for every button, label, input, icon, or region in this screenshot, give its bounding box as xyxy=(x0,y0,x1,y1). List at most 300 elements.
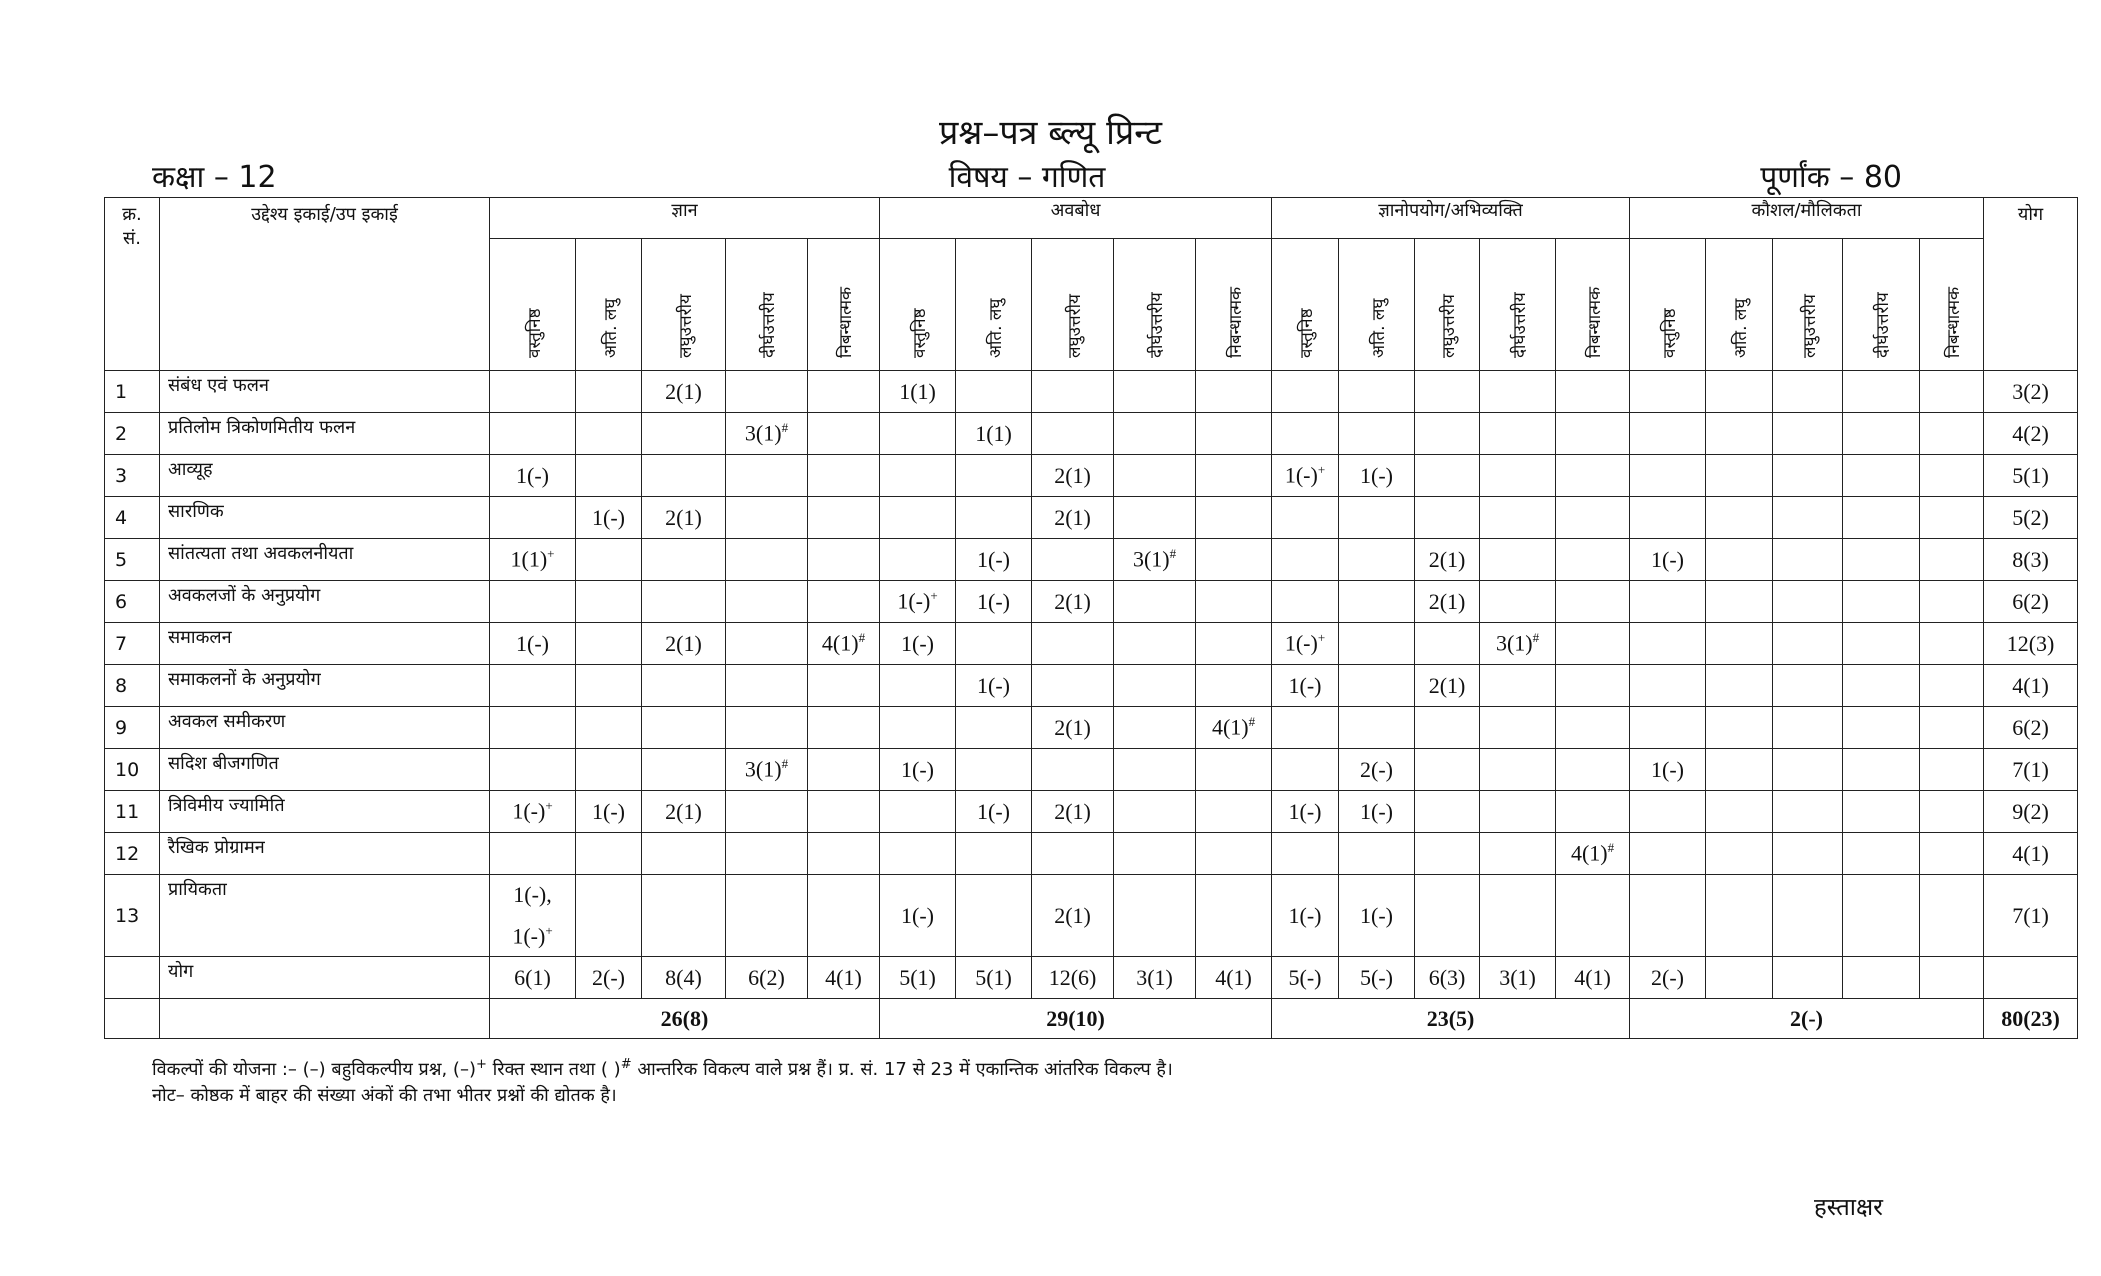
table-cell xyxy=(1920,749,1984,791)
table-cell xyxy=(490,749,576,791)
table-cell xyxy=(1556,749,1630,791)
table-cell: 1(-)+ xyxy=(1272,455,1339,497)
table-cell xyxy=(1339,413,1415,455)
table-cell xyxy=(1630,665,1706,707)
table-cell xyxy=(642,707,726,749)
table-cell xyxy=(1843,581,1920,623)
table-cell: 4(1)# xyxy=(1196,707,1272,749)
table-cell: 2(1) xyxy=(1415,539,1480,581)
table-cell xyxy=(1196,875,1272,957)
sub-header-label: वस्तुनिष्ठ xyxy=(524,308,545,358)
table-cell xyxy=(576,665,642,707)
table-cell xyxy=(1630,455,1706,497)
table-cell xyxy=(1706,665,1773,707)
sub-header xyxy=(1630,239,1706,371)
sub-header-label: अति. लघु xyxy=(1368,298,1389,358)
table-cell xyxy=(726,833,808,875)
table-row xyxy=(105,665,2078,707)
row-unit: प्रतिलोम त्रिकोणमितीय फलन xyxy=(160,413,490,455)
table-cell xyxy=(1920,455,1984,497)
total-cell: 3(1) xyxy=(1114,957,1196,999)
table-cell xyxy=(1843,539,1920,581)
row-number: 13 xyxy=(105,875,160,957)
table-cell xyxy=(1196,791,1272,833)
table-row xyxy=(105,581,2078,623)
table-cell xyxy=(808,455,880,497)
row-total: 6(2) xyxy=(1984,581,2078,623)
table-cell: 1(1) xyxy=(880,371,956,413)
table-row xyxy=(105,707,2078,749)
table-cell xyxy=(1272,413,1339,455)
group-header: कौशल/मौलिकता xyxy=(1630,198,1984,239)
table-cell xyxy=(1773,707,1843,749)
table-cell: 1(-) xyxy=(1339,455,1415,497)
group-total: 2(-) xyxy=(1630,999,1984,1039)
row-number: 5 xyxy=(105,539,160,581)
table-cell xyxy=(1480,875,1556,957)
group-total: 26(8) xyxy=(490,999,880,1039)
table-cell xyxy=(1114,875,1196,957)
table-cell xyxy=(1773,791,1843,833)
table-row xyxy=(105,875,2078,957)
table-cell xyxy=(576,707,642,749)
table-cell xyxy=(1480,791,1556,833)
table-cell: 1(-) xyxy=(1272,875,1339,957)
table-cell xyxy=(1272,581,1339,623)
table-cell xyxy=(1706,833,1773,875)
sn-header: क्र. सं. xyxy=(105,198,160,371)
row-unit: समाकलनों के अनुप्रयोग xyxy=(160,665,490,707)
table-cell: 1(-) xyxy=(1272,791,1339,833)
note-brackets: नोट– कोष्ठक में बाहर की संख्या अंकों की तभा भीतर प्रश्नों की द्योतक है। xyxy=(152,1085,617,1106)
table-cell xyxy=(1272,497,1339,539)
table-row xyxy=(105,791,2078,833)
grand-total: 80(23) xyxy=(1984,999,2078,1039)
table-cell xyxy=(1480,581,1556,623)
sub-header xyxy=(576,239,642,371)
table-cell xyxy=(642,833,726,875)
table-row xyxy=(105,749,2078,791)
table-cell xyxy=(1630,707,1706,749)
table-cell xyxy=(1415,833,1480,875)
table-cell xyxy=(1114,665,1196,707)
table-cell xyxy=(1706,455,1773,497)
table-cell xyxy=(880,539,956,581)
table-cell xyxy=(808,539,880,581)
table-row xyxy=(105,413,2078,455)
blueprint-table xyxy=(104,197,2078,1039)
row-unit: त्रिविमीय ज्यामिति xyxy=(160,791,490,833)
sub-header xyxy=(1843,239,1920,371)
total-cell: 5(-) xyxy=(1272,957,1339,999)
table-cell xyxy=(1196,413,1272,455)
sub-header-label: निबन्धात्मक xyxy=(1943,286,1964,358)
table-cell: 1(1) xyxy=(956,413,1032,455)
total-cell xyxy=(1920,957,1984,999)
table-cell xyxy=(1630,833,1706,875)
row-unit: समाकलन xyxy=(160,623,490,665)
table-cell xyxy=(1920,371,1984,413)
table-cell xyxy=(1843,875,1920,957)
table-cell xyxy=(1843,371,1920,413)
table-cell xyxy=(576,539,642,581)
total-cell: 4(1) xyxy=(1556,957,1630,999)
row-number: 6 xyxy=(105,581,160,623)
sub-header-label: दीर्घउत्तरीय xyxy=(758,292,779,358)
total-cell: 5(1) xyxy=(956,957,1032,999)
header-row xyxy=(152,155,1902,197)
table-cell xyxy=(1272,707,1339,749)
table-cell xyxy=(726,707,808,749)
row-total: 9(2) xyxy=(1984,791,2078,833)
table-cell xyxy=(490,581,576,623)
table-cell xyxy=(1339,707,1415,749)
row-unit: आव्यूह xyxy=(160,455,490,497)
sub-header xyxy=(880,239,956,371)
row-unit: प्रायिकता xyxy=(160,875,490,957)
table-cell xyxy=(1556,707,1630,749)
table-cell xyxy=(956,371,1032,413)
row-total: 4(1) xyxy=(1984,833,2078,875)
table-cell xyxy=(1339,371,1415,413)
table-row xyxy=(105,497,2078,539)
table-cell xyxy=(1032,413,1114,455)
row-number: 10 xyxy=(105,749,160,791)
total-cell: 12(6) xyxy=(1032,957,1114,999)
table-cell: 2(1) xyxy=(642,623,726,665)
table-cell xyxy=(642,455,726,497)
table-cell xyxy=(490,413,576,455)
table-cell: 1(-) xyxy=(880,875,956,957)
table-cell xyxy=(1415,497,1480,539)
table-cell: 1(-) xyxy=(1630,539,1706,581)
table-cell xyxy=(490,833,576,875)
row-total: 6(2) xyxy=(1984,707,2078,749)
table-cell xyxy=(726,455,808,497)
table-cell xyxy=(642,413,726,455)
total-cell xyxy=(1706,957,1773,999)
sub-header xyxy=(1032,239,1114,371)
sub-header xyxy=(956,239,1032,371)
table-cell: 1(-) xyxy=(1272,665,1339,707)
table-cell xyxy=(642,581,726,623)
row-unit: रैखिक प्रोग्रामन xyxy=(160,833,490,875)
table-cell xyxy=(1196,665,1272,707)
table-cell xyxy=(1920,497,1984,539)
table-cell: 1(-) xyxy=(490,623,576,665)
sub-header-label: अति. लघु xyxy=(600,298,621,358)
table-cell xyxy=(1196,833,1272,875)
row-unit: अवकल समीकरण xyxy=(160,707,490,749)
table-cell xyxy=(1630,875,1706,957)
table-cell xyxy=(1480,497,1556,539)
row-number: 3 xyxy=(105,455,160,497)
total-cell: 6(3) xyxy=(1415,957,1480,999)
page-title: प्रश्न–पत्र ब्ल्यू प्रिन्ट xyxy=(938,113,1163,153)
table-row xyxy=(105,455,2078,497)
sub-header-label: दीर्घउत्तरीय xyxy=(1509,292,1530,358)
table-cell xyxy=(1114,371,1196,413)
table-cell: 2(1) xyxy=(1032,791,1114,833)
table-cell xyxy=(490,371,576,413)
total-cell: 8(4) xyxy=(642,957,726,999)
table-cell xyxy=(1415,749,1480,791)
table-cell xyxy=(1920,665,1984,707)
table-cell xyxy=(1272,749,1339,791)
table-cell: 3(1)# xyxy=(1114,539,1196,581)
table-cell xyxy=(1339,833,1415,875)
sub-header-label: लघुउत्तरीय xyxy=(1439,294,1460,358)
table-cell xyxy=(726,665,808,707)
table-cell xyxy=(1196,749,1272,791)
table-cell xyxy=(1556,455,1630,497)
table-cell xyxy=(1706,875,1773,957)
table-cell xyxy=(642,749,726,791)
row-total: 5(1) xyxy=(1984,455,2078,497)
sub-header-label: निबन्धात्मक xyxy=(835,286,856,358)
table-cell xyxy=(642,875,726,957)
table-cell xyxy=(1196,623,1272,665)
table-row xyxy=(105,371,2078,413)
row-total: 5(2) xyxy=(1984,497,2078,539)
table-cell xyxy=(726,875,808,957)
table-cell xyxy=(1339,623,1415,665)
subject-label: विषय – गणित xyxy=(948,160,1106,195)
table-cell xyxy=(1630,497,1706,539)
sub-header xyxy=(1272,239,1339,371)
total-cell: 4(1) xyxy=(1196,957,1272,999)
table-cell: 2(1) xyxy=(1032,581,1114,623)
table-cell xyxy=(1032,623,1114,665)
totals-row xyxy=(105,957,2078,999)
table-cell xyxy=(1706,623,1773,665)
sub-header xyxy=(1920,239,1984,371)
sub-header-label: लघुउत्तरीय xyxy=(1064,294,1085,358)
table-cell xyxy=(808,371,880,413)
table-cell xyxy=(576,581,642,623)
table-cell xyxy=(1196,497,1272,539)
sub-header-label: निबन्धात्मक xyxy=(1225,286,1246,358)
sub-header-label: दीर्घउत्तरीय xyxy=(1146,292,1167,358)
table-row xyxy=(105,833,2078,875)
table-cell xyxy=(956,497,1032,539)
sub-header xyxy=(1773,239,1843,371)
table-cell xyxy=(642,665,726,707)
table-cell: 1(-) xyxy=(576,791,642,833)
table-cell xyxy=(956,749,1032,791)
table-cell xyxy=(726,581,808,623)
sub-header xyxy=(1114,239,1196,371)
table-cell xyxy=(1706,749,1773,791)
total-cell: 5(-) xyxy=(1339,957,1415,999)
total-cell xyxy=(1773,957,1843,999)
sub-header xyxy=(1339,239,1415,371)
table-cell xyxy=(1032,833,1114,875)
table-cell xyxy=(808,581,880,623)
sub-header xyxy=(1556,239,1630,371)
table-cell xyxy=(576,875,642,957)
table-cell xyxy=(1706,497,1773,539)
table-cell xyxy=(880,665,956,707)
row-number xyxy=(105,957,160,999)
table-cell xyxy=(1415,707,1480,749)
table-cell xyxy=(576,413,642,455)
table-cell xyxy=(1415,791,1480,833)
table-cell xyxy=(1556,371,1630,413)
table-cell xyxy=(490,707,576,749)
row-total: 4(2) xyxy=(1984,413,2078,455)
notes xyxy=(152,1052,1173,1109)
table-cell xyxy=(880,707,956,749)
row-unit: संबंध एवं फलन xyxy=(160,371,490,413)
table-cell xyxy=(1843,413,1920,455)
sub-header-label: अति. लघु xyxy=(1731,298,1752,358)
table-cell xyxy=(1773,749,1843,791)
table-cell xyxy=(1843,707,1920,749)
max-marks-label: पूर्णांक – 80 xyxy=(1760,160,1902,195)
table-cell: 3(1)# xyxy=(1480,623,1556,665)
table-cell xyxy=(1630,413,1706,455)
table-cell: 2(1) xyxy=(642,791,726,833)
table-cell: 2(-) xyxy=(1339,749,1415,791)
table-cell: 1(-) xyxy=(956,791,1032,833)
table-cell xyxy=(880,791,956,833)
sub-header-label: निबन्धात्मक xyxy=(1584,286,1605,358)
total-cell xyxy=(1843,957,1920,999)
table-cell xyxy=(808,875,880,957)
table-cell xyxy=(576,371,642,413)
table-cell xyxy=(1114,497,1196,539)
table-cell xyxy=(808,749,880,791)
table-cell xyxy=(808,497,880,539)
table-cell xyxy=(1415,455,1480,497)
table-cell xyxy=(880,833,956,875)
table-cell xyxy=(490,497,576,539)
table-cell xyxy=(1843,623,1920,665)
table-cell xyxy=(1556,665,1630,707)
table-cell: 1(-) xyxy=(956,539,1032,581)
table-cell: 2(1) xyxy=(1415,581,1480,623)
table-cell xyxy=(1114,707,1196,749)
table-cell xyxy=(1843,791,1920,833)
table-cell: 1(-) xyxy=(956,665,1032,707)
group-header: ज्ञानोपयोग/अभिव्यक्ति xyxy=(1272,198,1630,239)
table-cell xyxy=(1114,623,1196,665)
row-unit: अवकलजों के अनुप्रयोग xyxy=(160,581,490,623)
table-cell xyxy=(1630,371,1706,413)
table-cell xyxy=(726,497,808,539)
table-cell xyxy=(1843,455,1920,497)
sub-header-label: लघुउत्तरीय xyxy=(675,294,696,358)
table-cell xyxy=(1114,791,1196,833)
table-cell xyxy=(1556,875,1630,957)
table-row xyxy=(105,539,2078,581)
empty-cell xyxy=(105,999,160,1039)
row-number: 8 xyxy=(105,665,160,707)
table-cell xyxy=(1843,665,1920,707)
row-total: 7(1) xyxy=(1984,749,2078,791)
table-cell xyxy=(1114,455,1196,497)
table-cell xyxy=(956,833,1032,875)
table-cell xyxy=(726,539,808,581)
table-cell: 1(-)+ xyxy=(880,581,956,623)
table-cell xyxy=(1773,665,1843,707)
table-cell xyxy=(1415,413,1480,455)
table-cell xyxy=(1032,749,1114,791)
class-label: कक्षा – 12 xyxy=(152,160,277,195)
table-cell xyxy=(956,707,1032,749)
row-number: 1 xyxy=(105,371,160,413)
row-total xyxy=(1984,957,2078,999)
table-cell: 4(1)# xyxy=(808,623,880,665)
table-cell xyxy=(808,791,880,833)
sub-header-label: दीर्घउत्तरीय xyxy=(1873,292,1894,358)
table-cell: 2(1) xyxy=(1032,707,1114,749)
group-total: 29(10) xyxy=(880,999,1272,1039)
table-cell: 2(1) xyxy=(1415,665,1480,707)
table-cell xyxy=(808,707,880,749)
table-cell xyxy=(576,749,642,791)
table-cell xyxy=(1773,413,1843,455)
sub-header-label: वस्तुनिष्ठ xyxy=(1659,308,1680,358)
table-cell: 1(-), 1(-)+ xyxy=(490,875,576,957)
row-total: 4(1) xyxy=(1984,665,2078,707)
table-cell xyxy=(1415,875,1480,957)
table-cell: 1(-) xyxy=(880,623,956,665)
table-cell xyxy=(1773,455,1843,497)
table-cell xyxy=(1773,539,1843,581)
signature-label: हस्ताक्षर xyxy=(1814,1193,1883,1221)
table-cell xyxy=(1630,623,1706,665)
table-cell xyxy=(1556,539,1630,581)
table-cell xyxy=(1114,413,1196,455)
table-cell xyxy=(1114,749,1196,791)
table-cell xyxy=(1706,539,1773,581)
table-cell xyxy=(1415,623,1480,665)
table-cell: 2(1) xyxy=(1032,497,1114,539)
total-cell: 2(-) xyxy=(576,957,642,999)
table-cell: 1(-) xyxy=(880,749,956,791)
row-unit: सांतत्यता तथा अवकलनीयता xyxy=(160,539,490,581)
table-cell xyxy=(1480,539,1556,581)
row-unit: सदिश बीजगणित xyxy=(160,749,490,791)
table-cell xyxy=(1196,539,1272,581)
sub-header-label: वस्तुनिष्ठ xyxy=(909,308,930,358)
total-cell: 6(1) xyxy=(490,957,576,999)
totals-label: योग xyxy=(160,957,490,999)
group-total: 23(5) xyxy=(1272,999,1630,1039)
total-cell: 3(1) xyxy=(1480,957,1556,999)
table-cell xyxy=(808,665,880,707)
table-cell xyxy=(1032,371,1114,413)
table-cell: 3(1)# xyxy=(726,413,808,455)
table-cell xyxy=(1032,665,1114,707)
table-cell: 2(1) xyxy=(1032,875,1114,957)
table-cell xyxy=(1339,539,1415,581)
table-cell xyxy=(642,539,726,581)
table-cell xyxy=(1272,833,1339,875)
table-cell xyxy=(1920,581,1984,623)
table-cell xyxy=(1196,371,1272,413)
group-header: अवबोध xyxy=(880,198,1272,239)
table-cell xyxy=(880,497,956,539)
table-cell xyxy=(956,875,1032,957)
note-options: विकल्पों की योजना :– (–) बहुविकल्पीय प्रश्न, (–)+ रिक्त स्थान तथा ( )# आन्तरिक विकल्प वाले प्रश्न हैं। प्र. सं. 17 से 23 में एकान्तिक आंतरिक विकल्प है। xyxy=(152,1057,1173,1080)
table-cell xyxy=(1773,371,1843,413)
table-cell: 2(1) xyxy=(642,497,726,539)
empty-cell xyxy=(160,999,490,1039)
table-cell: 1(1)+ xyxy=(490,539,576,581)
